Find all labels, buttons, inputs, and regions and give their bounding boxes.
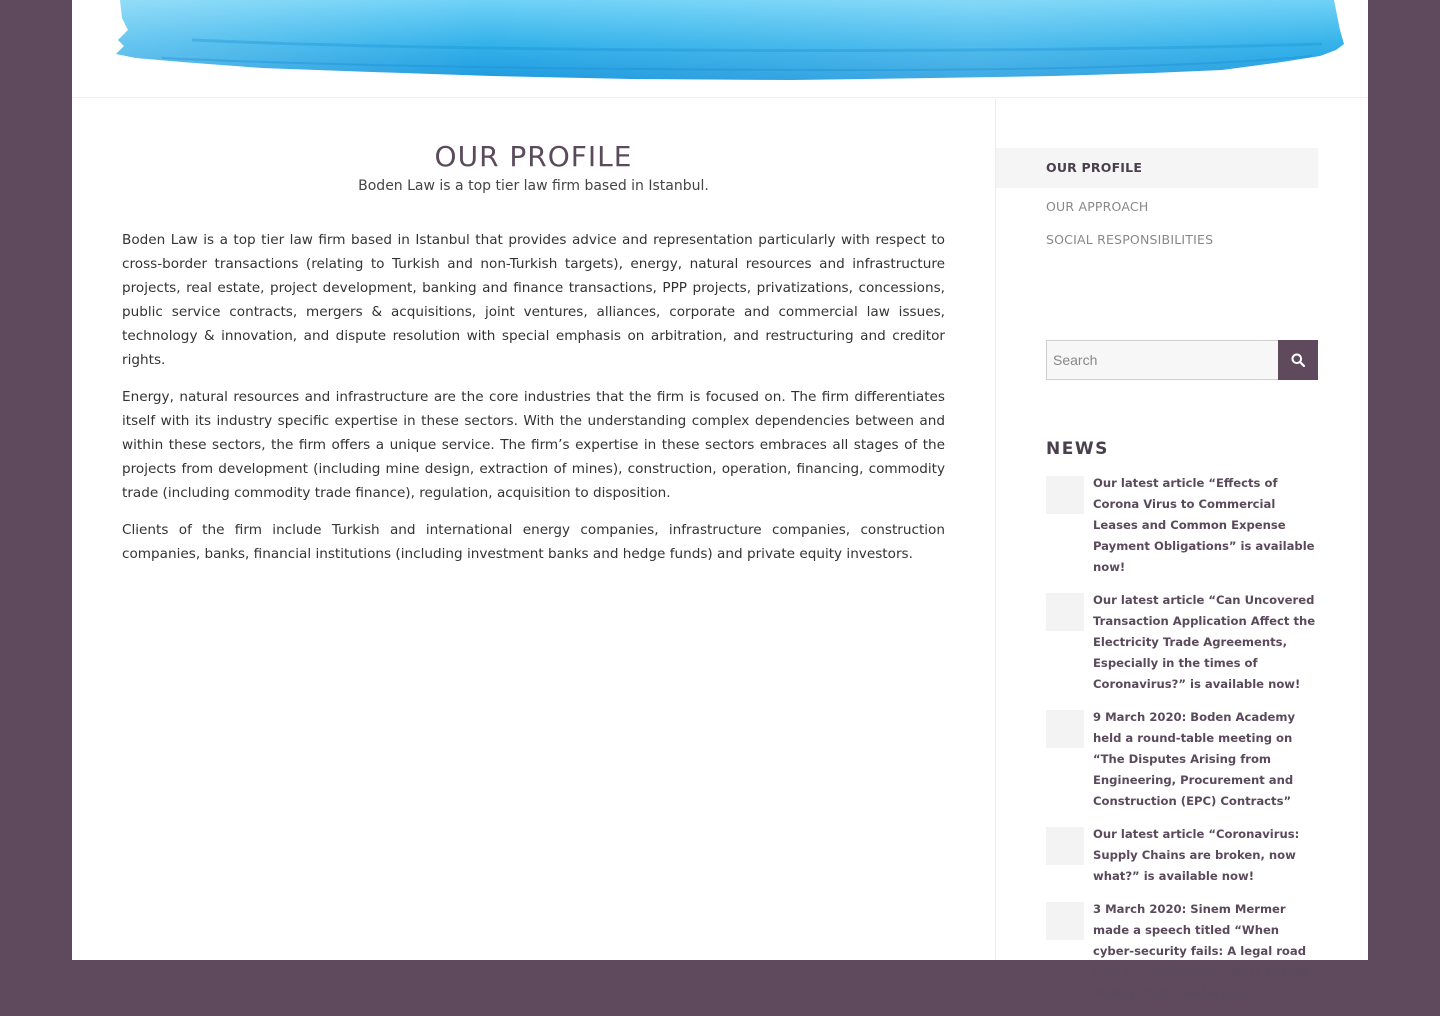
news-item bbox=[1046, 590, 1318, 695]
news-link[interactable]: 3 March 2020: Sinem Mermer made a speech titled “When cyber-security fails: A legal road map for companies” on IT Forum Turkey 2020 Conference bbox=[1093, 902, 1308, 1000]
subnav-item-our-profile[interactable]: OUR PROFILE bbox=[996, 148, 1318, 188]
search-button[interactable] bbox=[1278, 340, 1318, 380]
subpage-nav bbox=[996, 148, 1368, 256]
news-link[interactable]: 9 March 2020: Boden Academy held a round-table meeting on “The Disputes Arising from Engineering, Procurement and Construction (EPC) Contracts” bbox=[1093, 710, 1296, 808]
watercolor-banner-image bbox=[72, 0, 1368, 98]
news-link[interactable]: Our latest article “Coronavirus: Supply Chains are broken, now what?” is available now! bbox=[1093, 827, 1300, 883]
news-link[interactable]: Our latest article “Can Uncovered Transaction Application Affect the Electricity Trade Agreements, Especially in the times of Coronavirus?” is available now! bbox=[1093, 593, 1316, 691]
main-content bbox=[122, 140, 945, 579]
news-widget bbox=[1046, 439, 1318, 1016]
news-thumbnail[interactable] bbox=[1046, 710, 1084, 748]
search-form bbox=[1046, 340, 1318, 380]
page-container bbox=[72, 0, 1368, 1000]
subnav-item-our-approach[interactable]: OUR APPROACH bbox=[1046, 199, 1149, 214]
search-input[interactable] bbox=[1046, 340, 1279, 380]
news-link[interactable]: Our latest article “Effects of Corona Virus to Commercial Leases and Common Expense Payment Obligations” is available now! bbox=[1093, 476, 1315, 574]
page-subtitle: Boden Law is a top tier law firm based in Istanbul. bbox=[358, 177, 709, 194]
body-text bbox=[122, 228, 945, 566]
paragraph: Clients of the firm include Turkish and international energy companies, infrastructure companies, construction companies, banks, financial institutions (including investment banks and hedge funds) and private equity investors. bbox=[122, 521, 945, 562]
page-title: OUR PROFILE bbox=[434, 140, 633, 173]
news-thumbnail[interactable] bbox=[1046, 902, 1084, 940]
news-item bbox=[1046, 824, 1318, 887]
paragraph: Energy, natural resources and infrastructure are the core industries that the firm is focused on. The firm differentiates itself with its industry specific expertise in these sectors. With the understanding complex dependencies between and within these sectors, the firm offers a unique service. The firm’s expertise in these sectors embraces all stages of the projects from development (including mine design, extraction of mines), construction, operation, financing, commodity trade (including commodity trade finance), regulation, acquisition to disposition. bbox=[122, 388, 945, 501]
sidebar bbox=[996, 99, 1368, 1000]
news-thumbnail[interactable] bbox=[1046, 476, 1084, 514]
news-thumbnail[interactable] bbox=[1046, 827, 1084, 865]
news-item bbox=[1046, 899, 1318, 1004]
paragraph: Boden Law is a top tier law firm based in Istanbul that provides advice and representation particularly with respect to cross-border transactions (relating to Turkish and non-Turkish targets), energy, natural resources and infrastructure projects, real estate, project development, banking and finance transactions, PPP projects, privatizations, concessions, public service contracts, mergers & acquisitions, joint ventures, alliances, corporate and commercial law issues, technology & innovation, and dispute resolution with special emphasis on arbitration, and restructuring and creditor rights. bbox=[122, 231, 945, 368]
news-item bbox=[1046, 473, 1318, 578]
subnav-item-social-responsibilities[interactable]: SOCIAL RESPONSIBILITIES bbox=[1046, 232, 1214, 247]
news-heading: NEWS bbox=[1046, 439, 1109, 459]
news-thumbnail[interactable] bbox=[1046, 593, 1084, 631]
header-banner bbox=[72, 0, 1368, 98]
search-icon bbox=[1291, 353, 1305, 367]
news-item bbox=[1046, 707, 1318, 812]
